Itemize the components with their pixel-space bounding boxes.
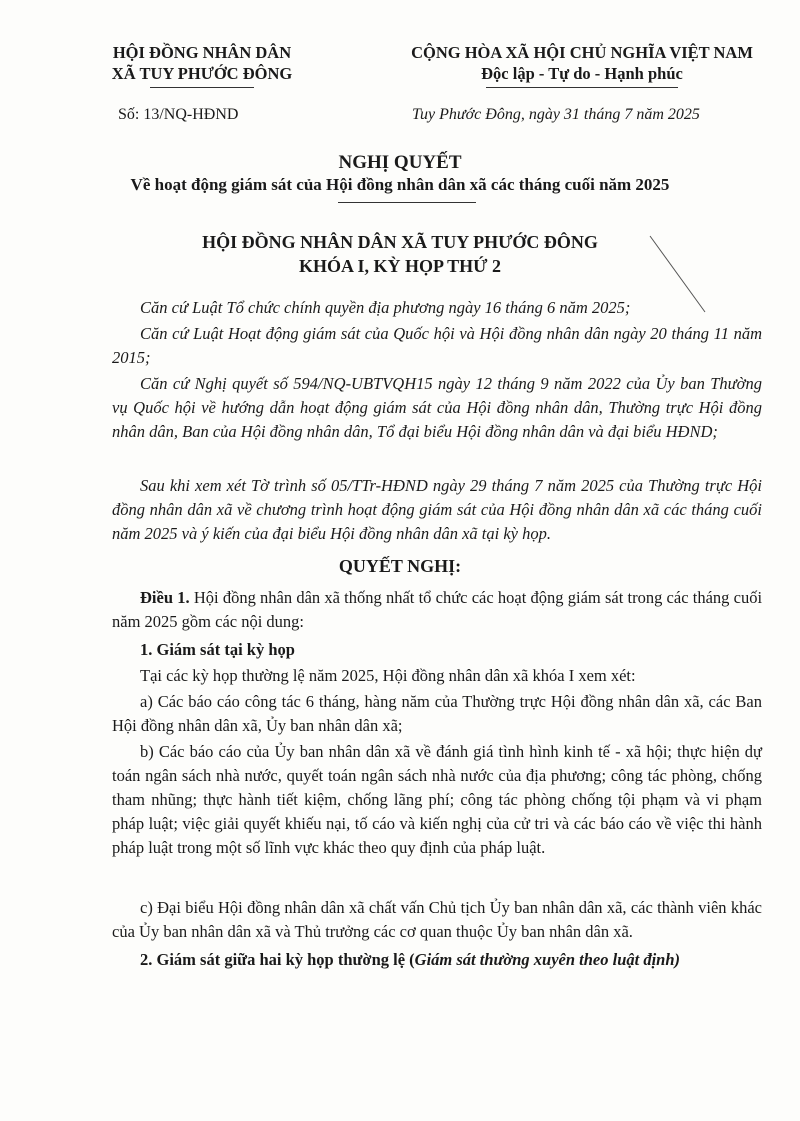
section-2-title: 2. Giám sát giữa hai kỳ họp thường lệ (Giám sát thường xuyên theo luật định) xyxy=(140,950,681,969)
issuer-line-2: KHÓA I, KỲ HỌP THỨ 2 xyxy=(298,256,502,276)
document-number: Số: 13/NQ-HĐND xyxy=(118,106,239,123)
preamble-paragraph: Căn cứ Nghị quyết số 594/NQ-UBTVQH15 ngày 12 tháng 9 năm 2022 của Ủy ban Thường vụ Quốc hội về hướng dẫn hoạt động giám sát của Hội đồng nhân dân, Thường trực Hội đồng nhân dân, Ban của Hội đồng nhân dân, Tổ đại biểu Hội đồng nhân dân và đại biểu HĐND; xyxy=(112,374,762,441)
nation-line-2: Độc lập - Tự do - Hạnh phúc xyxy=(481,64,683,83)
place-date: Tuy Phước Đông, ngày 31 tháng 7 năm 2025 xyxy=(412,106,700,123)
org-line-1: HỘI ĐỒNG NHÂN DÂN xyxy=(112,43,292,62)
section-1-intro: Tại các kỳ họp thường lệ năm 2025, Hội đồng nhân dân xã khóa I xem xét: xyxy=(140,666,636,685)
preamble-paragraph: Căn cứ Luật Tổ chức chính quyền địa phương ngày 16 tháng 6 năm 2025; xyxy=(140,298,631,317)
org-line-2: XÃ TUY PHƯỚC ĐÔNG xyxy=(111,64,293,83)
section-1-title: 1. Giám sát tại kỳ họp xyxy=(140,640,295,659)
pen-stroke-mark xyxy=(0,0,800,330)
decision-heading: QUYẾT NGHỊ: xyxy=(338,556,462,576)
article-1-label: Điều 1. xyxy=(140,588,190,607)
article-1: Điều 1. Hội đồng nhân dân xã thống nhất tổ chức các hoạt động giám sát trong các tháng cuối năm 2025 gồm các nội dung: xyxy=(112,588,763,631)
preamble-paragraph: Căn cứ Luật Hoạt động giám sát của Quốc hội và Hội đồng nhân dân ngày 20 tháng 11 năm 2015; xyxy=(112,324,762,367)
preamble-paragraph: Sau khi xem xét Tờ trình số 05/TTr-HĐND ngày 29 tháng 7 năm 2025 của Thường trực Hội đồng nhân dân xã về chương trình hoạt động giám sát của Hội đồng nhân dân xã các tháng cuối năm 2025 và ý kiến của đại biểu Hội đồng nhân dân xã tại kỳ họp. xyxy=(112,476,762,543)
item-b: b) Các báo cáo của Ủy ban nhân dân xã về đánh giá tình hình kinh tế - xã hội; thực hiện dự toán ngân sách nhà nước, quyết toán ngân sách nhà nước của địa phương; công tác phòng, chống tham nhũng; thực hành tiết kiệm, chống lãng phí; công tác phòng chống tội phạm và vi phạm pháp luật; việc giải quyết khiếu nại, tố cáo và kiến nghị của cử tri và các báo cáo về việc thi hành pháp luật trong một số lĩnh vực khác theo quy định của pháp luật. xyxy=(112,742,762,857)
document-type: NGHỊ QUYẾT xyxy=(338,152,462,173)
issuer-line-1: HỘI ĐỒNG NHÂN DÂN XÃ TUY PHƯỚC ĐÔNG xyxy=(202,232,598,252)
document-subject: Về hoạt động giám sát của Hội đồng nhân dân xã các tháng cuối năm 2025 xyxy=(130,175,670,194)
item-a: a) Các báo cáo công tác 6 tháng, hàng năm của Thường trực Hội đồng nhân dân xã, các Ban Hội đồng nhân dân xã, Ủy ban nhân dân xã; xyxy=(112,692,762,735)
nation-line-1: CỘNG HÒA XÃ HỘI CHỦ NGHĨA VIỆT NAM xyxy=(411,43,753,62)
item-c: c) Đại biểu Hội đồng nhân dân xã chất vấn Chủ tịch Ủy ban nhân dân xã, các thành viên khác của Ủy ban nhân dân xã và Thủ trưởng các cơ quan thuộc Ủy ban nhân dân xã. xyxy=(112,898,762,941)
